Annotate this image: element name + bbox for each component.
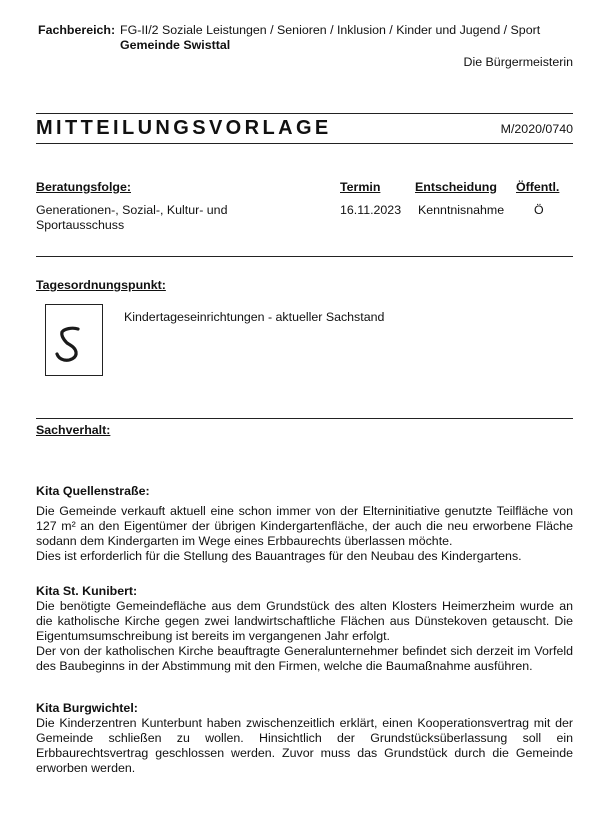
department-value: FG-II/2 Soziale Leistungen / Senioren / Inklusion / Kinder und Jugend / Sport bbox=[120, 23, 541, 37]
section-paragraph: Die Gemeinde verkauft aktuell eine schon immer von der Elterninitiative genutzte Teilfläche von 127 m² an den Eigentümer der übrigen Kindergartenfläche, der auch die neu erworbene Fläche sodann dem Kindergarten im Wege eines Erbbaurechts überlassen möchte. bbox=[36, 504, 573, 548]
department-label: Fachbereich: bbox=[38, 23, 116, 37]
section-heading: Kita Burgwichtel: bbox=[36, 701, 138, 715]
document-title: MITTEILUNGSVORLAGE bbox=[36, 117, 332, 139]
title-bottom-rule bbox=[36, 143, 573, 144]
consultation-committee-line1: Generationen-, Sozial-, Kultur- und bbox=[36, 203, 228, 217]
consultation-public: Ö bbox=[534, 203, 544, 217]
facts-label: Sachverhalt: bbox=[36, 423, 111, 437]
consultation-date: 16.11.2023 bbox=[340, 203, 402, 217]
title-top-rule bbox=[36, 113, 573, 114]
consultation-bottom-rule bbox=[36, 256, 573, 257]
section-body bbox=[36, 599, 573, 674]
agenda-number-box bbox=[45, 304, 103, 376]
section-paragraph: Die Kinderzentren Kunterbunt haben zwischenzeitlich erklärt, einen Kooperationsvertrag mit der Gemeinde schließen zu wollen. Hinsichtlich der Grundstücksüberlassung soll ein Erbbaurechtsvertrag geschlossen werden. Zuvor muss das Grundstück durch die Gemeinde erworben werden. bbox=[36, 716, 573, 775]
consultation-public-header: Öffentl. bbox=[516, 180, 560, 194]
section-heading: Kita Quellenstraße: bbox=[36, 484, 150, 498]
section-body bbox=[36, 504, 573, 564]
document-reference: M/2020/0740 bbox=[500, 122, 573, 136]
mayor-label: Die Bürgermeisterin bbox=[463, 55, 573, 69]
agenda-number-handwritten bbox=[46, 305, 102, 375]
consultation-committee-line2: Sportausschuss bbox=[36, 218, 125, 232]
section-paragraph: Der von der katholischen Kirche beauftragte Generalunternehmer befindet sich derzeit im Vorfeld des Baubeginns in der Abstimmung mit den Firmen, welche die Baumaßnahme ausführen. bbox=[36, 644, 573, 673]
consultation-decision: Kenntnisnahme bbox=[418, 203, 505, 217]
municipality-name: Gemeinde Swisttal bbox=[120, 38, 231, 52]
agenda-title: Kindertageseinrichtungen - aktueller Sachstand bbox=[124, 310, 385, 324]
consultation-decision-header: Entscheidung bbox=[415, 180, 497, 194]
consultation-date-header: Termin bbox=[340, 180, 381, 194]
agenda-bottom-rule bbox=[36, 418, 573, 419]
consultation-sequence-header: Beratungsfolge: bbox=[36, 180, 131, 194]
agenda-label: Tagesordnungspunkt: bbox=[36, 278, 166, 292]
section-body bbox=[36, 716, 573, 776]
section-paragraph: Dies ist erforderlich für die Stellung des Bauantrages für den Neubau des Kindergartens. bbox=[36, 549, 522, 563]
section-paragraph: Die benötigte Gemeindefläche aus dem Grundstück des alten Klosters Heimerzheim wurde an die katholische Kirche gegen zwei landwirtschaftliche Flächen aus Dünstekoven getauscht. Die Eigentumsumschreibung ist bereits im vergangenen Jahr erfolgt. bbox=[36, 599, 573, 643]
section-heading: Kita St. Kunibert: bbox=[36, 584, 138, 598]
